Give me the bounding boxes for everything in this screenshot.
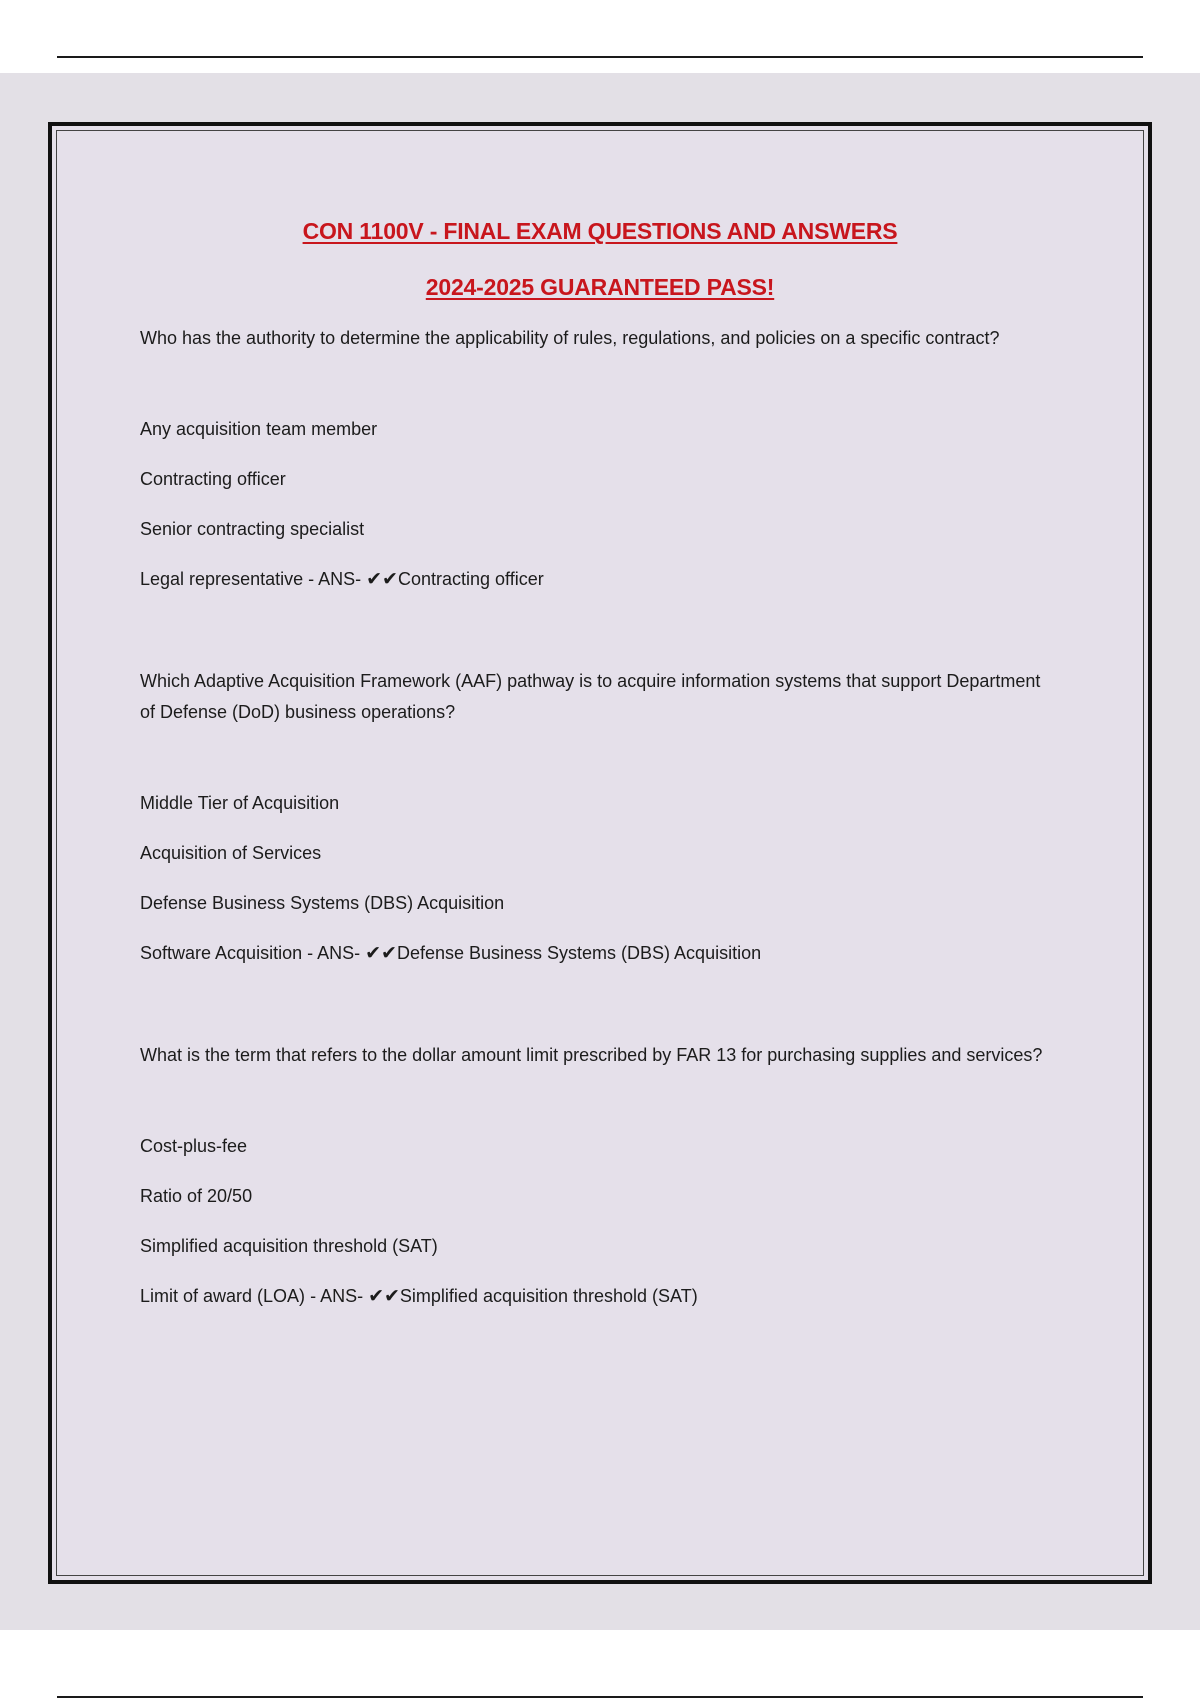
question-block-2 xyxy=(140,666,1060,964)
option-item: Cost-plus-fee xyxy=(140,1136,248,1156)
correct-answer: Contracting officer xyxy=(397,569,544,589)
answer-marker: - ANS- xyxy=(302,943,366,963)
bottom-divider xyxy=(57,1696,1143,1698)
checkmark-icon: ✔✔ xyxy=(365,942,397,964)
document-content xyxy=(140,218,1060,1335)
answer-options xyxy=(140,418,1060,590)
option-item: Middle Tier of Acquisition xyxy=(140,793,340,813)
answer-marker: - ANS- xyxy=(305,1286,369,1306)
question-block-3 xyxy=(140,1040,1060,1307)
question-block-1 xyxy=(140,323,1060,590)
option-item: Any acquisition team member xyxy=(140,419,378,439)
answer-marker: - ANS- xyxy=(303,569,367,589)
option-label: Software Acquisition xyxy=(140,943,303,963)
answer-options xyxy=(140,1135,1060,1307)
option-with-answer xyxy=(140,942,1060,964)
document-subtitle: 2024-2025 GUARANTEED PASS! xyxy=(425,274,775,300)
checkmark-icon: ✔✔ xyxy=(366,568,398,590)
option-label: Legal representative xyxy=(140,569,304,589)
question-text: Which Adaptive Acquisition Framework (AAF) pathway is to acquire information systems that support Department of Defense (DoD) business operations? xyxy=(140,671,1041,722)
checkmark-icon: ✔✔ xyxy=(368,1285,400,1307)
answer-options xyxy=(140,792,1060,964)
option-item: Senior contracting specialist xyxy=(140,519,365,539)
option-item: Simplified acquisition threshold (SAT) xyxy=(140,1236,438,1256)
correct-answer: Simplified acquisition threshold (SAT) xyxy=(399,1286,698,1306)
correct-answer: Defense Business Systems (DBS) Acquisition xyxy=(396,943,762,963)
option-with-answer xyxy=(140,568,1060,590)
document-title: CON 1100V - FINAL EXAM QUESTIONS AND ANSWERS xyxy=(302,218,898,244)
option-with-answer xyxy=(140,1285,1060,1307)
question-text: Who has the authority to determine the applicability of rules, regulations, and policies on a specific contract? xyxy=(140,328,1000,348)
top-divider xyxy=(57,56,1143,58)
option-item: Acquisition of Services xyxy=(140,843,322,863)
question-text: What is the term that refers to the dollar amount limit prescribed by FAR 13 for purchasing supplies and services? xyxy=(140,1045,1043,1065)
option-item: Contracting officer xyxy=(140,469,286,489)
option-label: Limit of award (LOA) xyxy=(140,1286,306,1306)
option-item: Ratio of 20/50 xyxy=(140,1186,253,1206)
option-item: Defense Business Systems (DBS) Acquisition xyxy=(140,893,505,913)
document-frame xyxy=(48,122,1152,1584)
